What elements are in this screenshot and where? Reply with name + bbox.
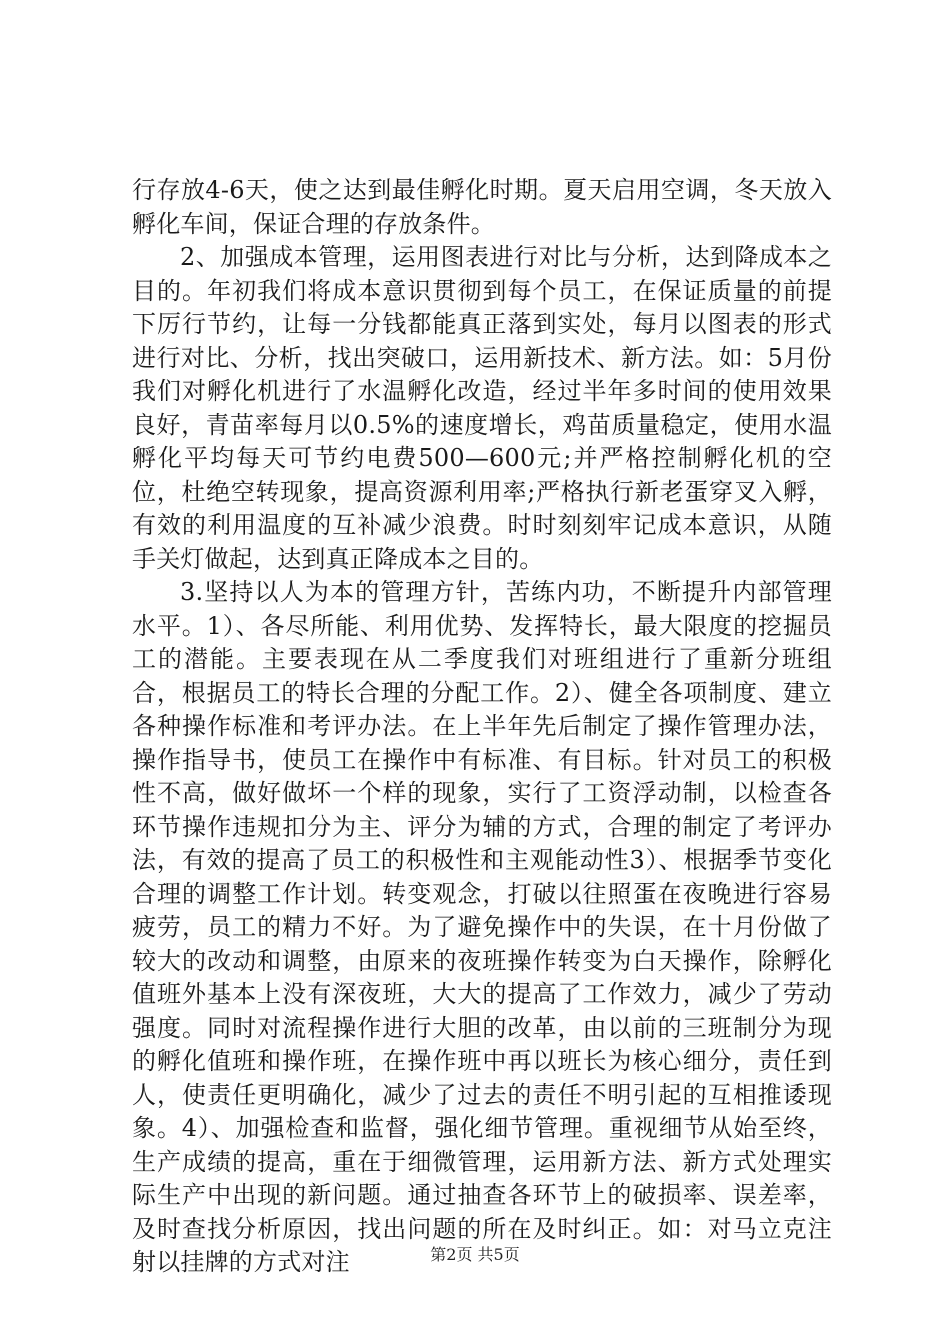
paragraph-cost-management: 2、加强成本管理，运用图表进行对比与分析，达到降成本之目的。年初我们将成本意识贯彻到每个员工，在保证质量的前提下厉行节约，让每一分钱都能真正落到实处，每月以图表的形式进行对比、分析，找出突破口，运用新技术、新方法。如：5月份我们对孵化机进行了水温孵化改造，经过半年多时间的使用效果良好，青苗率每月以0.5%的速度增长，鸡苗质量稳定，使用水温孵化平均每天可节约电费500—600元;并严格控制孵化机的空位，杜绝空转现象，提高资源利用率;严格执行新老蛋穿叉入孵，有效的利用温度的互补减少浪费。时时刻刻牢记成本意识，从随手关灯做起，达到真正降成本之目的。 [132,243,832,573]
document-body [132,174,832,1280]
paragraph-people-management: 3.坚持以人为本的管理方针，苦练内功，不断提升内部管理水平。1）、各尽所能、利用优势、发挥特长，最大限度的挖掘员工的潜能。主要表现在从二季度我们对班组进行了重新分班组合，根据员工的特长合理的分配工作。2）、健全各项制度、建立各种操作标准和考评办法。在上半年先后制定了操作管理办法，操作指导书，使员工在操作中有标准、有目标。针对员工的积极性不高，做好做坏一个样的现象，实行了工资浮动制，以检查各环节操作违规扣分为主、评分为辅的方式，合理的制定了考评办法，有效的提高了员工的积极性和主观能动性3）、根据季节变化合理的调整工作计划。转变观念，打破以往照蛋在夜晚进行容易疲劳，员工的精力不好。为了避免操作中的失误，在十月份做了较大的改动和调整，由原来的夜班操作转变为白天操作，除孵化值班外基本上没有深夜班，大大的提高了工作效力，减少了劳动强度。同时对流程操作进行大胆的改革，由以前的三班制分为现的孵化值班和操作班，在操作班中再以班长为核心细分，责任到人，使责任更明确化，减少了过去的责任不明引起的互相推诿现象。4）、加强检查和监督，强化细节管理。重视细节从始至终，生产成绩的提高，重在于细微管理，运用新方法、新方式处理实际生产中出现的新问题。通过抽查各环节上的破损率、误差率，及时查找分析原因，找出问题的所在及时纠正。如：对马立克注射以挂牌的方式对注 [132,578,832,1276]
paragraph-continuation: 行存放4-6天，使之达到最佳孵化时期。夏天启用空调，冬天放入孵化车间，保证合理的存放条件。 [132,176,832,238]
page-footer [0,1245,950,1265]
page-number-label: 第2页 共5页 [430,1245,520,1264]
